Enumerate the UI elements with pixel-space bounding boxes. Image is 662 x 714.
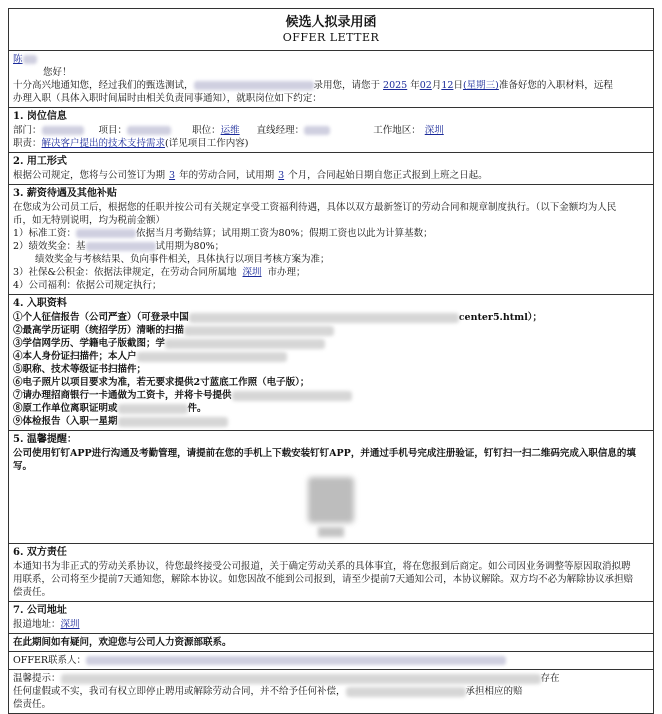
contract-years: 3 (169, 170, 176, 181)
address-city: 深圳 (60, 619, 80, 630)
salary-section: 3. 薪资待遇及其他补贴 在您成为公司员工后，根据您的任职并按公司有关规定享受工资福利待遇，具体以双方最新签订的劳动合同和规章制度执行。（以下金额均为人民 币，如无特别说明，均为税前金额） 1）标准工资： 依据当月考勤结算；试用期工资为80%；假期工资也以此为计算基数； 2）绩效奖金：基 试用期为80%； 绩效奖金与考核结果、负向事件相关，具体执行以项目考核方案为准； 3）社保&公积金：依据法律规定，在劳动合同所属地 深圳 市办理； 4）公司福利：依据公司规定执行； (9, 185, 653, 295)
section-heading: 7. 公司地址 (13, 605, 67, 616)
social-security-city: 深圳 (242, 267, 262, 278)
redacted-company (194, 81, 314, 90)
position-value: 运维 (220, 125, 240, 136)
redacted-salary (76, 229, 136, 238)
greeting-line-1: 十分高兴地通知您，经过我们的甄选测试， 录用您，请您于 2025 年02月12日(星期三)准备好您的入职材料，远程 (13, 80, 613, 91)
employment-section: 2. 用工形式 根据公司规定，您将与公司签订为期 3 年的劳动合同，试用期 3 个月，合同起始日期自您正式报到上班之日起。 (9, 153, 653, 185)
section-heading: 2. 用工形式 (13, 156, 67, 167)
greeting-line-2: 办理入职（具体入职时间届时由相关负责同事通知），就职岗位如下约定： (13, 93, 322, 104)
warning-section: 温馨提示： 存在 任何虚假或不实，我司有权立即停止聘用或解除劳动合同，并不给予任何补偿， 承担相应的赔 偿责任。 (13, 673, 560, 710)
qr-caption-blur (318, 527, 344, 537)
redacted-project (127, 126, 171, 135)
responsibility-section: 6. 双方责任 本通知书为非正式的劳动关系协议，待您最终接受公司报道，关于确定劳动关系的具体事宜，将在您报到后商定。如公司因业务调整等原因取消拟聘 用联系，公司将至少提前7天通知您，解除本协议。如您因故不能到公司报到，请至少提前7天通知公司，本协议解除。双方均不必为解除协议承担赔 偿责任。 (9, 544, 653, 602)
start-day: 12 (441, 80, 454, 91)
letter-title: 候选人拟录用函 (285, 15, 377, 30)
redacted-url (189, 313, 459, 323)
position-section: 1. 岗位信息 部门： 项目： 职位：运维 直线经理： 工作地区： 深圳 职责：解决客户提出的技术支持需求(详见项目工作内容) (9, 108, 653, 153)
duty-value: 解决客户提出的技术支持需求 (41, 138, 166, 149)
greeting-hello: 您好！ (43, 67, 72, 78)
section-heading: 3. 薪资待遇及其他补贴 (13, 188, 117, 199)
address-section: 7. 公司地址 报道地址：深圳 (9, 602, 653, 634)
section-heading: 6. 双方责任 (13, 547, 67, 558)
onboarding-docs-section: 4. 入职资料 ①个人征信报告（公司严查）（可登录中国 center5.html）； ②最高学历证明（统招学历）清晰的扫描 ③学信网学历、学籍电子版截图；学 ④本人身份证扫描件；本人户 ⑤职称、技术等级证书扫描件； ⑥电子照片以项目要求为准，若无要求提供2寸蓝底工作照（电子版）； ⑦请办理招商银行一卡通做为工资卡，并将卡号提供 ⑧原工作单位离职证明或 件。 ⑨体检报告（入职一星期 (9, 295, 653, 431)
section-heading: 4. 入职资料 (13, 298, 67, 309)
qr-code-image (308, 477, 354, 523)
redacted-name (23, 55, 37, 64)
redacted-manager (304, 126, 330, 135)
dingtalk-instructions: 公司使用钉钉APP进行沟通及考勤管理，请提前在您的手机上下载安装钉钉APP，并通过手机号完成注册验证，钉钉扫一扫二维码完成入职信息的填写。 (13, 448, 636, 472)
redacted-dept (42, 126, 84, 135)
start-month: 02 (419, 80, 432, 91)
offer-contact-section: OFFER联系人： (9, 652, 653, 670)
contact-note: 在此期间如有疑问，欢迎您与公司人力资源部联系。 (9, 634, 653, 652)
redacted-bonus (86, 242, 156, 251)
letter-subtitle: OFFER LETTER (9, 31, 653, 51)
section-heading: 5. 温馨提醒： (13, 434, 77, 445)
start-year: 2025 (383, 80, 408, 91)
redacted-contact (86, 656, 506, 665)
start-weekday: (星期三) (462, 80, 499, 91)
candidate-name: 陈 (13, 54, 23, 65)
probation-months: 3 (278, 170, 285, 181)
location-value: 深圳 (424, 125, 444, 136)
offer-letter (8, 8, 654, 714)
reminder-section (9, 431, 653, 544)
section-heading: 1. 岗位信息 (13, 111, 67, 122)
greeting-section (9, 51, 653, 108)
